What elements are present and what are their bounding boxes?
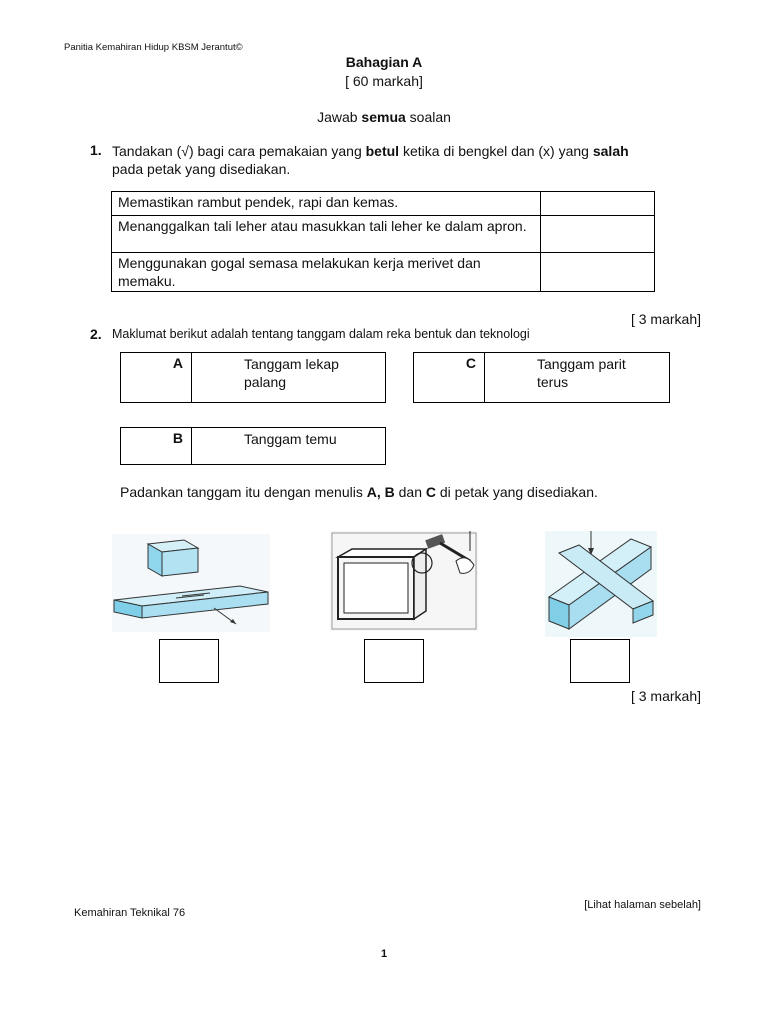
- q2-marks: [ 3 markah]: [630, 688, 701, 704]
- page-number: 1: [380, 948, 388, 960]
- joint-letter: A: [121, 353, 192, 402]
- joint-box-b: [120, 427, 386, 465]
- q1-statement: Menanggalkan tali leher atau masukkan tali leher ke dalam apron.: [112, 216, 541, 253]
- q2-text: Maklumat berikut adalah tentang tanggam dalam reka bentuk dan teknologi: [112, 327, 530, 341]
- section-title: Bahagian A: [345, 54, 423, 70]
- joint-illustration-2: [330, 531, 478, 631]
- joint-name: Tanggam lekap palang: [244, 356, 339, 390]
- joint-name: Tanggam parit terus: [537, 356, 626, 390]
- table-row: [112, 253, 655, 292]
- joint-illustration-1: [112, 534, 270, 632]
- answer-box-2[interactable]: [364, 639, 424, 683]
- joint-box-c: [413, 352, 670, 403]
- header-note: Panitia Kemahiran Hidup KBSM Jerantut©: [64, 42, 243, 53]
- q1-answer-cell[interactable]: [540, 192, 654, 216]
- q2-number: 2.: [90, 326, 102, 342]
- joint-illustration-3: [545, 531, 657, 637]
- q1-answer-cell[interactable]: [540, 253, 654, 292]
- q2-match-instruction: Padankan tanggam itu dengan menulis A, B dan C di petak yang disediakan.: [120, 484, 598, 500]
- joint-letter: C: [414, 353, 485, 402]
- table-row: [112, 216, 655, 253]
- joint-letter: B: [121, 428, 192, 464]
- q1-answer-cell[interactable]: [540, 216, 654, 253]
- q1-number: 1.: [90, 142, 102, 158]
- answer-box-3[interactable]: [570, 639, 630, 683]
- joint-name: Tanggam temu: [244, 431, 337, 447]
- q1-statement: Menggunakan gogal semasa melakukan kerja merivet dan memaku.: [112, 253, 541, 292]
- q1-statement: Memastikan rambut pendek, rapi dan kemas.: [112, 192, 541, 216]
- table-row: [112, 192, 655, 216]
- footer-next-page: [Lihat halaman sebelah]: [584, 899, 701, 911]
- answer-box-1[interactable]: [159, 639, 219, 683]
- section-marks: [ 60 markah]: [345, 73, 423, 89]
- footer-subject: Kemahiran Teknikal 76: [74, 907, 186, 919]
- joint-box-a: [120, 352, 386, 403]
- q1-text: Tandakan (√) bagi cara pemakaian yang betul ketika di bengkel dan (x) yang salah pada petak yang disediakan.: [112, 143, 629, 177]
- q1-marks: [ 3 markah]: [630, 311, 701, 327]
- instruction: Jawab semua soalan: [317, 109, 451, 125]
- q1-table: [111, 191, 655, 292]
